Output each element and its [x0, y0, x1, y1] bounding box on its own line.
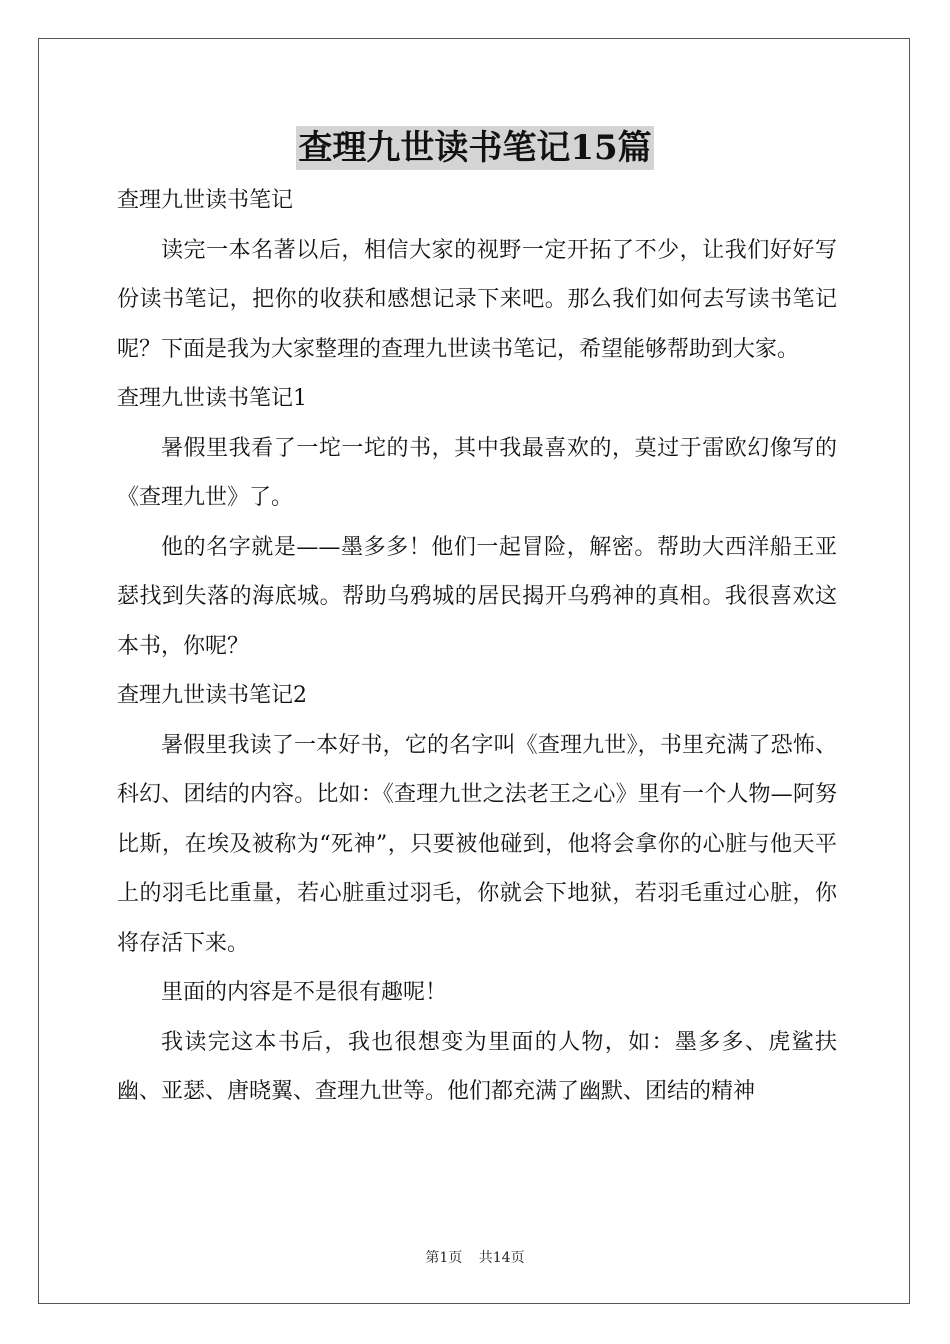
document-body: [117, 176, 837, 1117]
body-paragraph: 里面的内容是不是很有趣呢！: [161, 980, 448, 1005]
body-paragraph: 读完一本名著以后，相信大家的视野一定开拓了不少，让我们好好写份读书笔记，把你的收获和感想记录下来吧。那么我们如何去写读书笔记呢？下面是我为大家整理的查理九世读书笔记，希望能够帮助到大家。: [117, 237, 837, 362]
section-heading: 查理九世读书笔记1: [117, 386, 307, 411]
page-number: 第1页: [425, 1250, 463, 1266]
body-paragraph: 我读完这本书后，我也很想变为里面的人物，如：墨多多、虎鲨扶幽、亚瑟、唐晓翼、查理九世等。他们都充满了幽默、团结的精神: [117, 1029, 837, 1104]
body-paragraph: 暑假里我看了一坨一坨的书，其中我最喜欢的，莫过于雷欧幻像写的《查理九世》了。: [117, 435, 837, 510]
page-total: 共14页: [478, 1250, 525, 1266]
body-paragraph: 暑假里我读了一本好书，它的名字叫《查理九世》，书里充满了恐怖、科幻、团结的内容。比如：《查理九世之法老王之心》里有一个人物—阿努比斯，在埃及被称为“死神”，只要被他碰到，他将会拿你的心脏与他天平上的羽毛比重量，若心脏重过羽毛，你就会下地狱，若羽毛重过心脏，你将存活下来。: [117, 732, 837, 956]
document-title: 查理九世读书笔记15篇: [298, 128, 652, 168]
section-heading: 查理九世读书笔记2: [117, 683, 307, 708]
section-heading: 查理九世读书笔记: [117, 188, 294, 213]
body-paragraph: 他的名字就是——墨多多！他们一起冒险，解密。帮助大西洋船王亚瑟找到失落的海底城。帮助乌鸦城的居民揭开乌鸦神的真相。我很喜欢这本书，你呢？: [117, 534, 837, 659]
page-footer: [0, 1247, 950, 1267]
title-container: [0, 126, 950, 170]
